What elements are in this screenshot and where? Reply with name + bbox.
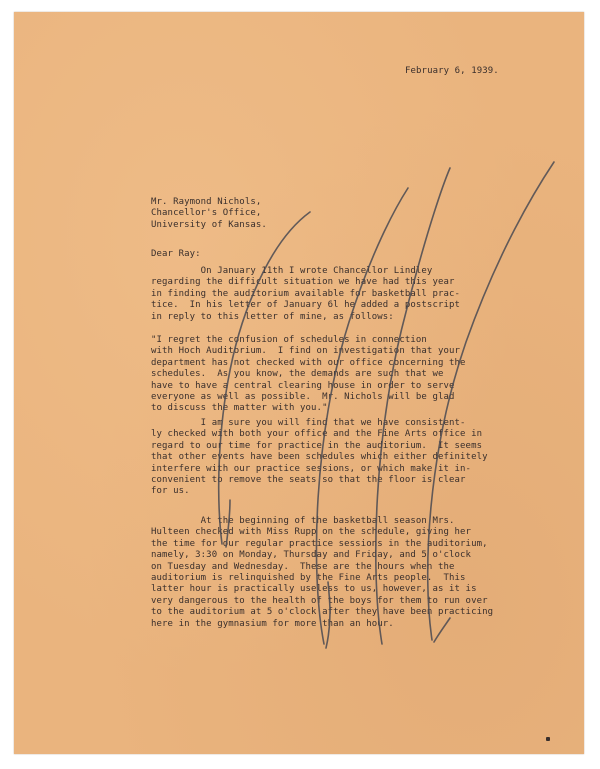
text-line: here in the gymnasium for more than an hour. — [151, 618, 394, 629]
text-line: "I regret the confusion of schedules in connection — [151, 335, 427, 345]
text-line: convenient to remove the seats so that the floor is clear — [151, 475, 466, 486]
text-line: department has not checked with our office concerning the — [151, 357, 466, 368]
text-line: to discuss the matter with you." — [151, 403, 328, 414]
paragraph-3 — [151, 418, 488, 498]
text-line: regarding the difficult situation we have had this year — [151, 277, 455, 288]
recipient-line: Mr. Raymond Nichols, — [151, 197, 262, 207]
text-line: on Tuesday and Wednesday. These are the hours when the — [151, 561, 455, 572]
text-line: Hulteen checked with Miss Rupp on the schedule, giving her — [151, 527, 472, 538]
text-line: to the auditorium at 5 o'clock after they have been practicing — [151, 607, 494, 618]
text-line: auditorium is relinquished by the Fine Arts people. This — [151, 573, 466, 584]
text-line: in reply to this letter of mine, as follows: — [151, 311, 394, 322]
text-line: regard to our time for practice in the auditorium. It seems — [151, 440, 483, 451]
text-line: At the beginning of the basketball season Mrs. — [151, 516, 455, 526]
recipient-address — [151, 197, 267, 231]
text-line: everyone as well as possible. Mr. Nichols will be glad — [151, 392, 455, 403]
text-line: namely, 3:30 on Monday, Thursday and Friday, and 5 o'clock — [151, 550, 472, 561]
text-line: interfere with our practice sessions, or which make it in- — [151, 463, 472, 474]
quoted-paragraph — [151, 335, 466, 415]
text-line: very dangerous to the health of the boys for them to run over — [151, 595, 488, 606]
text-line: for us. — [151, 486, 190, 497]
text-line: in finding the auditorium available for basketball prac- — [151, 288, 461, 299]
text-line: I am sure you will find that we have consistent- — [151, 418, 466, 428]
recipient-line: University of Kansas. — [151, 219, 267, 230]
small-ink-mark — [546, 737, 550, 741]
text-line: with Hoch Auditorium. I find on investigation that your — [151, 346, 461, 357]
text-line: have to have a central clearing house in order to serve — [151, 380, 455, 391]
letter-date: February 6, 1939. — [405, 66, 499, 76]
text-line: ly checked with both your office and the Fine Arts office in — [151, 429, 483, 440]
recipient-line: Chancellor's Office, — [151, 208, 262, 219]
text-line: latter hour is practically useless to us, however, as it is — [151, 584, 477, 595]
text-line: tice. In his letter of January 6l he added a postscript — [151, 300, 461, 311]
salutation: Dear Ray: — [151, 249, 201, 259]
text-line: the time for our regular practice sessions in the auditorium, — [151, 538, 488, 549]
paragraph-1 — [151, 266, 460, 323]
paragraph-4 — [151, 516, 493, 630]
text-line: that other events have been schedules which either definitely — [151, 452, 488, 463]
text-line: schedules. As you know, the demands are such that we — [151, 369, 444, 380]
text-line: On January 11th I wrote Chancellor Lindley — [151, 266, 433, 276]
